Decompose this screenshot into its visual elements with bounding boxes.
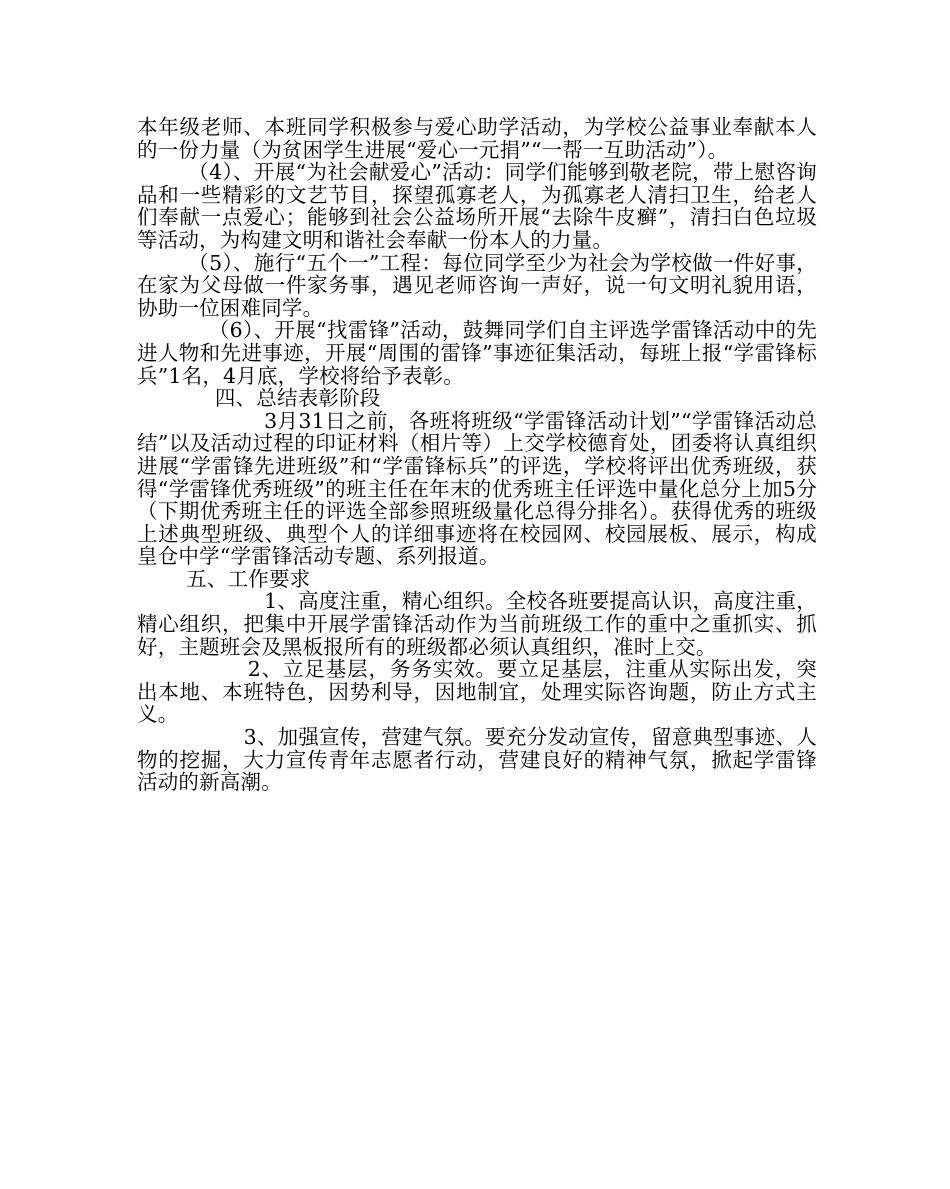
- paragraph-continuation: 本年级老师、本班同学积极参与爱心助学活动，为学校公益事业奉献本人的一份力量（为贫困学生进展“爱心一元捐”“一帮一互助活动”）。: [137, 115, 817, 162]
- paragraph-summary: 3月31日之前，各班将班级“学雷锋活动计划”“学雷锋活动总结”以及活动过程的印证材料（相片等）上交学校德育处，团委将认真组织进展“学雷锋先进班级”和“学雷锋标兵”的评选，学校将评出优秀班级，获得“学雷锋优秀班级”的班主任在年末的优秀班主任评选中量化总分上加5分（下期优秀班主任的评选全部参照班级量化总得分排名）。获得优秀的班级上述典型班级、典型个人的详细事迹将在校园网、校园展板、展示，构成皇仓中学“学雷锋活动专题、系列报道。: [137, 408, 817, 569]
- paragraph-requirement-2: 2、立足基层，务务实效。要立足基层，注重从实际出发，突出本地、本班特色，因势利导，因地制宜，处理实际咨询题，防止方式主义。: [137, 657, 817, 727]
- paragraph-requirement-3: 3、加强宣传，营建气氛。要充分发动宣传，留意典型事迹、人物的挖掘，大力宣传青年志愿者行动，营建良好的精神气氛，掀起学雷锋活动的新高潮。: [137, 725, 817, 795]
- paragraph-item-6: （6）、开展“找雷锋”活动，鼓舞同学们自主评选学雷锋活动中的先进人物和先进事迹，开展“周围的雷锋”事迹征集活动，每班上报“学雷锋标兵”1名，4月底，学校将给予表彰。: [137, 318, 817, 388]
- section-heading-summary: 四、总结表彰阶段: [214, 386, 381, 411]
- document-body: [137, 116, 817, 794]
- paragraph-item-4: （4）、开展“为社会献爱心”活动：同学们能够到敬老院，带上慰咨询品和一些精彩的文艺节目，探望孤寡老人，为孤寡老人清扫卫生，给老人们奉献一点爱心；能够到社会公益场所开展“去除牛皮癣”，清扫白色垃圾等活动，为构建文明和谐社会奉献一份本人的力量。: [137, 160, 817, 252]
- section-heading-requirements: 五、工作要求: [186, 566, 311, 591]
- paragraph-requirement-1: 1、高度注重，精心组织。全校各班要提高认识，高度注重，精心组织，把集中开展学雷锋活动作为当前班级工作的重中之重抓实、抓好，主题班会及黑板报所有的班级都必须认真组织，准时上交。: [137, 589, 817, 659]
- paragraph-item-5: （5）、施行“五个一”工程：每位同学至少为社会为学校做一件好事，在家为父母做一件家务事，遇见老师咨询一声好，说一句文明礼貌用语，协助一位困难同学。: [137, 250, 817, 320]
